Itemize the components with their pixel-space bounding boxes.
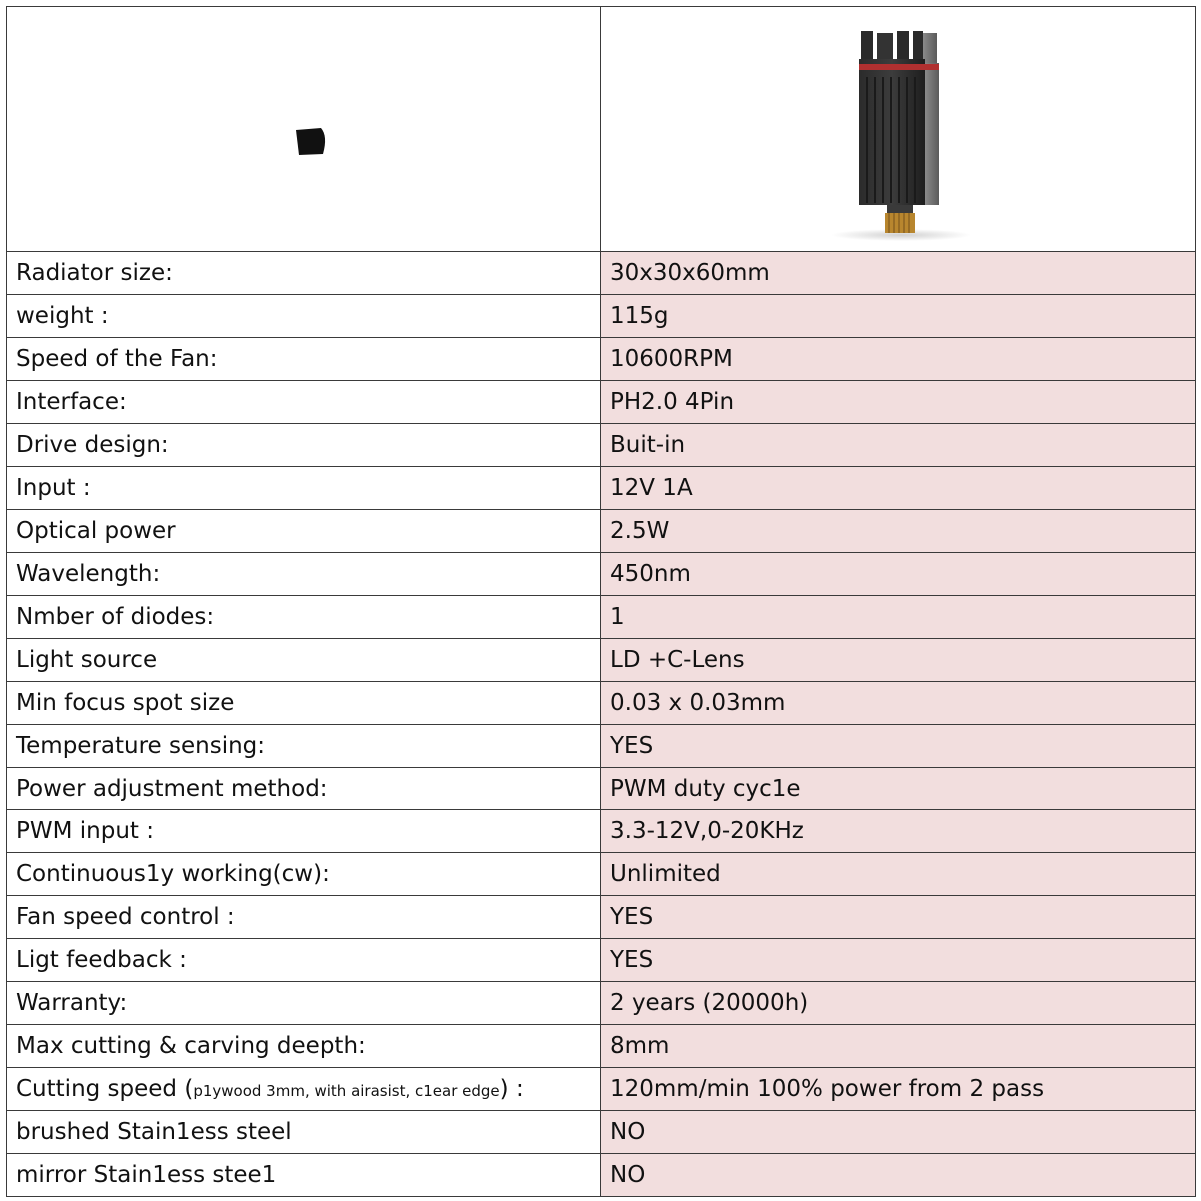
spec-label: Light source [7,638,601,681]
spec-value: 10600RPM [601,338,1196,381]
spec-label: Radiator size: [7,252,601,295]
spec-label: Power adjustment method: [7,767,601,810]
spec-row [7,681,1196,724]
spec-label: Speed of the Fan: [7,338,601,381]
spec-value: 115g [601,295,1196,338]
image-row [7,7,1196,252]
spec-label: mirror Stain1ess stee1 [7,1153,601,1196]
spec-row [7,982,1196,1025]
spec-row [7,939,1196,982]
spec-label: Input : [7,466,601,509]
spec-value: Buit-in [601,424,1196,467]
small-product-image [7,7,601,245]
spec-row [7,896,1196,939]
spec-value: Unlimited [601,853,1196,896]
laser-module-image [601,7,1196,245]
spec-label: Ligt feedback : [7,939,601,982]
spec-row [7,638,1196,681]
left-image-cell [7,7,601,252]
spec-value: 1 [601,595,1196,638]
spec-value: LD +C-Lens [601,638,1196,681]
spec-label: weight : [7,295,601,338]
spec-row [7,1111,1196,1154]
spec-label: Warranty: [7,982,601,1025]
spec-row [7,466,1196,509]
spec-value: NO [601,1111,1196,1154]
spec-label-suffix: ) : [499,1076,524,1103]
spec-value: YES [601,724,1196,767]
spec-row [7,724,1196,767]
spec-label: brushed Stain1ess steel [7,1111,601,1154]
spec-value: PWM duty cyc1e [601,767,1196,810]
spec-value: 450nm [601,552,1196,595]
spec-row [7,853,1196,896]
spec-row [7,252,1196,295]
spec-row [7,509,1196,552]
spec-row [7,552,1196,595]
spec-row [7,338,1196,381]
spec-label: Cutting speed ( [16,1076,194,1103]
spec-row [7,295,1196,338]
spec-label: Max cutting & carving deepth: [7,1025,601,1068]
spec-label: Min focus spot size [7,681,601,724]
spec-value: 3.3-12V,0-20KHz [601,810,1196,853]
spec-label: PWM input : [7,810,601,853]
right-image-cell [601,7,1196,252]
spec-value: YES [601,896,1196,939]
spec-row [7,381,1196,424]
spec-row [7,424,1196,467]
spec-label: Fan speed control : [7,896,601,939]
spec-value: 2.5W [601,509,1196,552]
spec-value: 120mm/min 100% power from 2 pass [601,1068,1196,1111]
spec-label-note: p1ywood 3mm, with airasist, c1ear edge [193,1082,500,1101]
spec-row [7,595,1196,638]
spec-value: YES [601,939,1196,982]
spec-table [6,6,1196,1197]
spec-value: 2 years (20000h) [601,982,1196,1025]
spec-label: Continuous1y working(cw): [7,853,601,896]
spec-label: Drive design: [7,424,601,467]
spec-value: 30x30x60mm [601,252,1196,295]
spec-value: 8mm [601,1025,1196,1068]
spec-value: 0.03 x 0.03mm [601,681,1196,724]
spec-label: Optical power [7,509,601,552]
spec-row [7,810,1196,853]
spec-row [7,1153,1196,1196]
spec-label: Temperature sensing: [7,724,601,767]
spec-row [7,767,1196,810]
spec-label: Nmber of diodes: [7,595,601,638]
spec-value: 12V 1A [601,466,1196,509]
spec-row [7,1068,1196,1111]
spec-label: Wavelength: [7,552,601,595]
spec-label-composite [7,1068,601,1111]
spec-row [7,1025,1196,1068]
spec-value: PH2.0 4Pin [601,381,1196,424]
spec-label: Interface: [7,381,601,424]
spec-value: NO [601,1153,1196,1196]
